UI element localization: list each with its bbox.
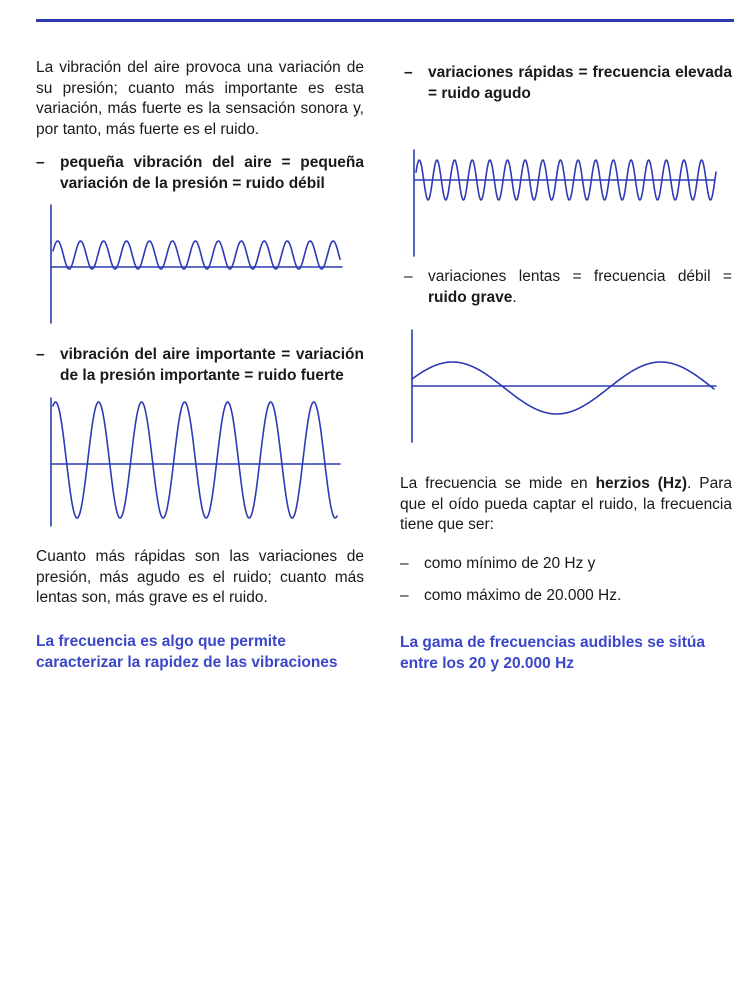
bullet-dash: – xyxy=(404,64,413,81)
slow-variations-text: variaciones lentas = frecuencia débil = ruido grave. xyxy=(428,268,732,306)
small-vibration-item xyxy=(36,153,364,194)
top-rule xyxy=(36,19,734,22)
small-vibration-text: pequeña vibración del aire = pequeña variación de la presión = ruido débil xyxy=(60,154,364,192)
hertz-label: herzios (Hz) xyxy=(595,475,688,492)
min-frequency-text: como mínimo de 20 Hz y xyxy=(424,555,596,572)
frequency-definition-highlight: La frecuencia es algo que permite caracterizar la rapidez de las vibraciones xyxy=(36,633,338,671)
speed-paragraph: Cuanto más rápidas son las variaciones de presión, más agudo es el ruido; cuanto más lentas son, más grave es el ruido. xyxy=(36,548,364,606)
strong-vibration-wave xyxy=(53,402,337,518)
bullet-dash: – xyxy=(400,587,409,604)
max-frequency-text: como máximo de 20.000 Hz. xyxy=(424,587,622,604)
audible-range-highlight: La gama de frecuencias audibles se sitúa entre los 20 y 20.000 Hz xyxy=(400,634,705,672)
max-frequency-item xyxy=(400,586,732,607)
small-vibration-wave xyxy=(53,241,340,269)
fast-variations-waveform xyxy=(406,150,724,260)
bullet-dash: – xyxy=(36,346,45,363)
slow-variations-waveform xyxy=(404,330,724,445)
slow-variations-item xyxy=(404,267,732,308)
slow-variations-wave xyxy=(412,362,714,414)
grave-label: ruido grave xyxy=(428,288,513,306)
bullet-dash: – xyxy=(404,268,413,285)
strong-vibration-text: vibración del aire importante = variación de la presión importante = ruido fuerte xyxy=(60,346,364,384)
small-vibration-waveform xyxy=(44,205,354,325)
fast-variations-item xyxy=(404,63,732,104)
frequency-paragraph: La frecuencia se mide en herzios (Hz). Para que el oído pueda captar el ruido, la frecuencia tiene que ser: xyxy=(400,475,732,533)
min-frequency-item xyxy=(400,554,732,575)
strong-vibration-item xyxy=(36,345,364,386)
intro-paragraph: La vibración del aire provoca una variación de su presión; cuanto más importante es esta variación, más fuerte es la sensación sonora y, por tanto, más fuerte es el ruido. xyxy=(36,59,364,138)
bullet-dash: – xyxy=(400,555,409,572)
bullet-dash: – xyxy=(36,154,45,171)
strong-vibration-waveform xyxy=(44,398,354,528)
fast-variations-text: variaciones rápidas = frecuencia elevada = ruido agudo xyxy=(428,64,732,102)
